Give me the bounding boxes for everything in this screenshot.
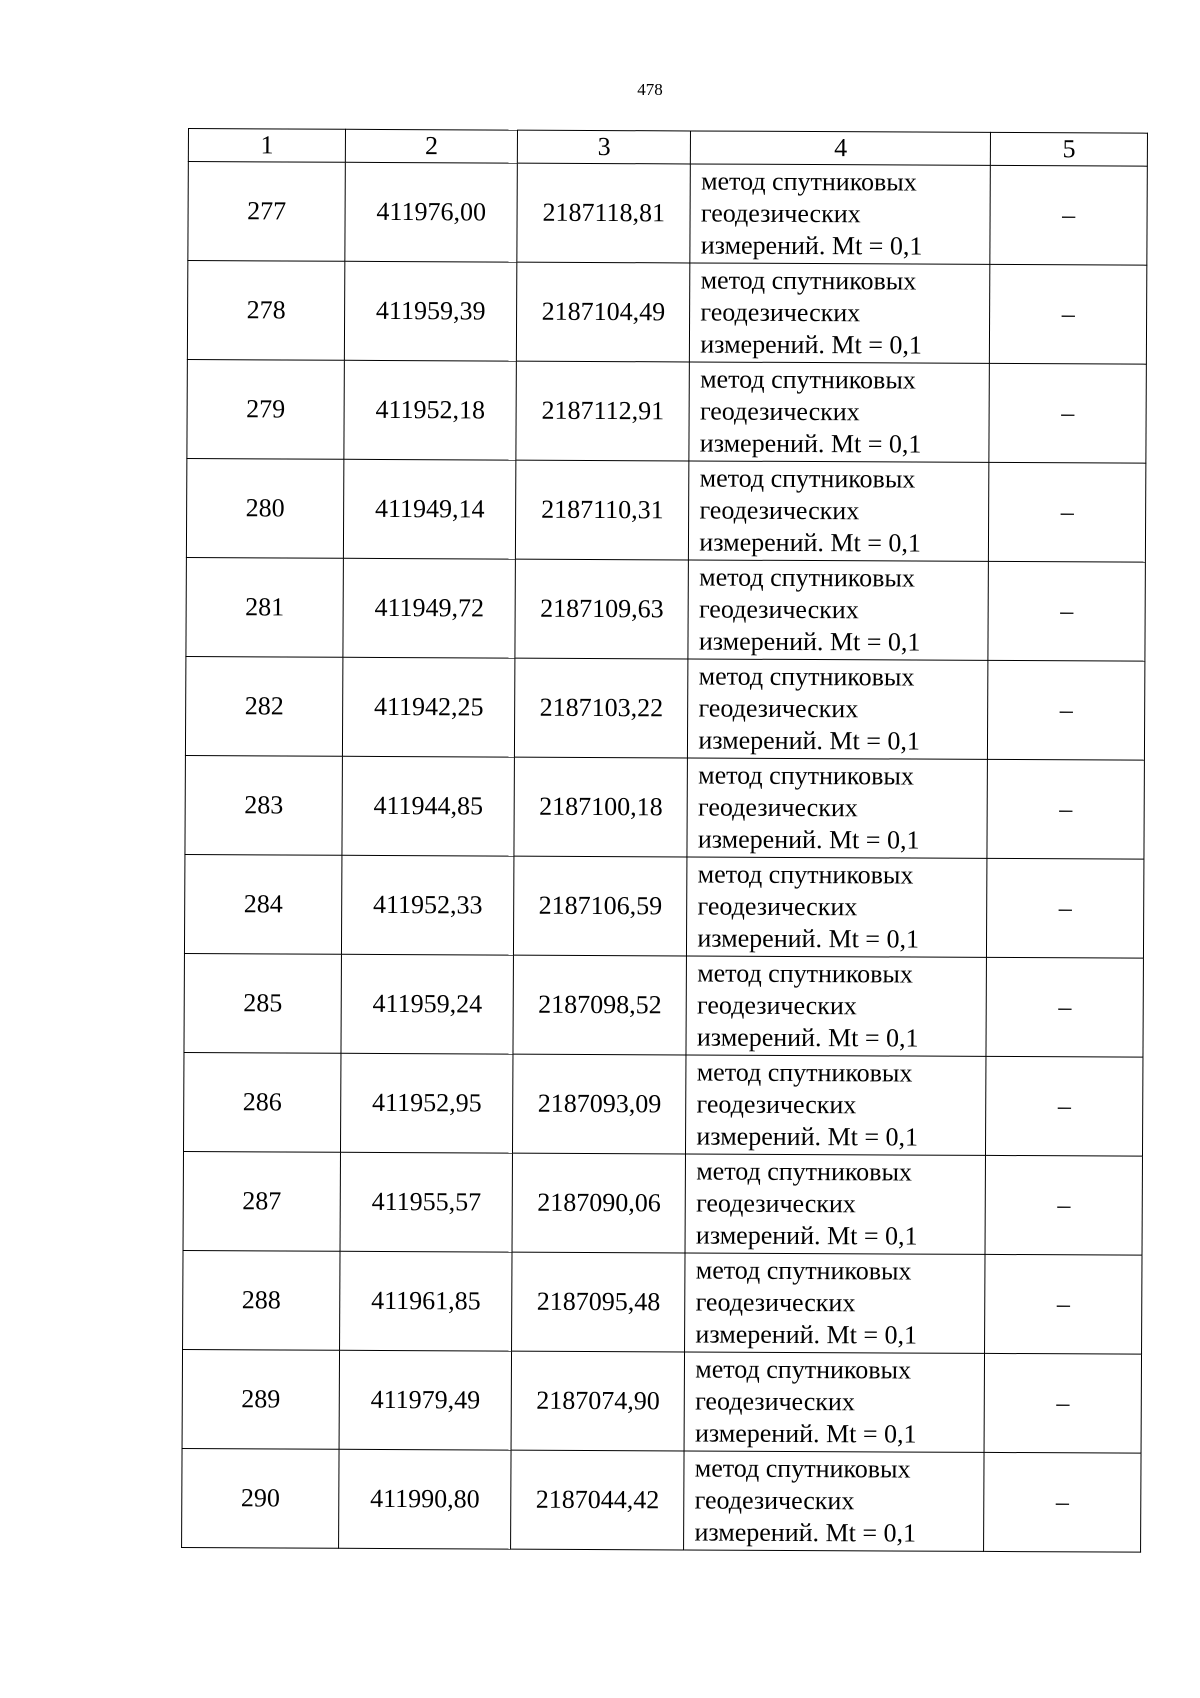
point-number-cell: 288 [183,1250,341,1350]
description-cell: – [985,1155,1142,1255]
y-coordinate-cell: 2187093,09 [513,1054,687,1154]
column-header: 3 [517,130,690,164]
x-coordinate-cell: 411979,49 [339,1350,511,1450]
method-line: геодезических [700,198,861,229]
method-line: метод спутниковых [694,1453,911,1484]
table-row [182,1349,1141,1453]
point-number-cell: 284 [184,854,342,954]
method-line: измерений. Mt = 0,1 [698,626,921,657]
table-body [182,162,1148,1553]
method-line: метод спутниковых [697,859,914,890]
method-line: геодезических [700,297,861,328]
method-line: метод спутниковых [699,463,916,494]
method-line: измерений. Mt = 0,1 [697,824,920,855]
method-cell [690,164,990,264]
description-cell: – [989,363,1146,463]
point-number-cell: 280 [186,458,344,558]
method-line: измерений. Mt = 0,1 [694,1418,917,1449]
method-line: геодезических [697,792,858,823]
y-coordinate-cell: 2187104,49 [517,262,691,362]
column-header: 4 [691,131,991,165]
method-cell [684,1451,984,1551]
method-cell [687,857,987,957]
method-line: измерений. Mt = 0,1 [696,1022,919,1053]
x-coordinate-cell: 411990,80 [339,1449,511,1549]
point-number-cell: 286 [183,1052,341,1152]
table-row [186,458,1145,562]
method-line: геодезических [698,693,859,724]
table-row [184,953,1143,1057]
table-row [185,755,1144,859]
method-line: метод спутниковых [699,562,915,593]
method-cell [689,362,989,462]
table-row [187,261,1146,365]
x-coordinate-cell: 411944,85 [342,756,514,856]
method-line: метод спутниковых [696,1156,913,1187]
method-line: геодезических [694,1485,855,1516]
table-row [188,162,1147,266]
method-line: измерений. Mt = 0,1 [695,1319,918,1350]
method-line: измерений. Mt = 0,1 [696,1121,919,1152]
x-coordinate-cell: 411949,72 [343,558,515,658]
method-line: метод спутниковых [700,265,917,296]
point-number-cell: 287 [183,1151,341,1251]
description-cell: – [988,561,1145,661]
column-header: 1 [188,129,345,163]
method-cell [688,659,988,759]
page-number: 478 [637,80,663,99]
description-cell: – [990,264,1147,364]
table-row [183,1151,1142,1255]
point-number-cell: 289 [182,1349,340,1449]
y-coordinate-cell: 2187095,48 [512,1252,686,1352]
point-number-cell: 282 [185,656,343,756]
y-coordinate-cell: 2187118,81 [517,163,691,263]
point-number-cell: 281 [186,557,344,657]
x-coordinate-cell: 411949,14 [344,459,516,559]
method-line: геодезических [696,1089,857,1120]
column-header: 5 [991,132,1148,166]
table-row [182,1448,1141,1552]
description-cell: – [990,165,1147,265]
point-number-cell: 290 [182,1448,340,1548]
description-cell: – [987,759,1144,859]
x-coordinate-cell: 411961,85 [340,1251,512,1351]
method-line: геодезических [698,594,859,625]
y-coordinate-cell: 2187109,63 [515,559,689,659]
table-row [184,854,1143,958]
x-coordinate-cell: 411952,18 [344,360,516,460]
point-number-cell: 285 [184,953,342,1053]
table-row [187,359,1146,463]
method-line: геодезических [695,1386,855,1417]
x-coordinate-cell: 411976,00 [345,162,517,262]
method-line: геодезических [696,1188,856,1219]
description-cell: – [989,462,1146,562]
method-line: геодезических [697,990,857,1021]
method-line: геодезических [699,396,860,427]
method-line: измерений. Mt = 0,1 [699,527,922,558]
x-coordinate-cell: 411952,95 [341,1053,513,1153]
y-coordinate-cell: 2187112,91 [516,361,690,461]
method-cell [689,461,989,561]
description-cell: – [985,1254,1142,1354]
x-coordinate-cell: 411952,33 [342,855,514,955]
method-line: измерений. Mt = 0,1 [698,725,921,756]
method-line: измерений. Mt = 0,1 [697,923,920,954]
y-coordinate-cell: 2187074,90 [511,1351,685,1451]
method-line: метод спутниковых [697,958,914,989]
method-line: геодезических [697,891,858,922]
y-coordinate-cell: 2187103,22 [515,658,689,758]
method-cell [685,1253,985,1353]
description-cell: – [986,1056,1143,1156]
table-row [186,557,1145,661]
method-line: метод спутниковых [695,1354,912,1385]
y-coordinate-cell: 2187090,06 [512,1153,686,1253]
description-cell: – [986,957,1143,1057]
method-line: измерений. Mt = 0,1 [700,230,923,261]
method-cell [686,1055,986,1155]
description-cell: – [984,1452,1141,1552]
method-line: метод спутниковых [698,661,915,692]
method-cell [688,560,988,660]
y-coordinate-cell: 2187044,42 [511,1450,685,1550]
table-header-row [188,129,1147,167]
method-line: метод спутниковых [701,166,917,197]
x-coordinate-cell: 411955,57 [340,1152,512,1252]
y-coordinate-cell: 2187100,18 [514,757,688,857]
description-cell: – [988,660,1145,760]
table-row [183,1250,1142,1354]
point-number-cell: 278 [187,261,345,361]
x-coordinate-cell: 411959,39 [344,261,516,361]
method-cell [687,758,987,858]
method-line: измерений. Mt = 0,1 [700,329,922,360]
method-line: метод спутниковых [698,760,914,791]
method-cell [684,1352,984,1452]
method-line: метод спутниковых [695,1255,912,1286]
y-coordinate-cell: 2187098,52 [513,955,687,1055]
x-coordinate-cell: 411942,25 [343,657,515,757]
point-number-cell: 279 [187,359,345,459]
method-cell [686,956,986,1056]
method-line: измерений. Mt = 0,1 [695,1220,918,1251]
y-coordinate-cell: 2187110,31 [516,460,690,560]
coordinates-table [181,128,1148,1553]
method-line: измерений. Mt = 0,1 [694,1517,917,1548]
point-number-cell: 277 [188,162,346,262]
method-cell [685,1154,985,1254]
table-row [185,656,1144,760]
description-cell: – [987,858,1144,958]
y-coordinate-cell: 2187106,59 [514,856,688,956]
method-line: метод спутниковых [700,364,916,395]
method-cell [690,263,990,363]
method-line: измерений. Mt = 0,1 [699,428,922,459]
x-coordinate-cell: 411959,24 [341,954,513,1054]
table-row [183,1052,1142,1156]
point-number-cell: 283 [185,755,343,855]
column-header: 2 [345,129,517,163]
method-line: геодезических [699,495,860,526]
description-cell: – [984,1353,1141,1453]
method-line: метод спутниковых [696,1057,913,1088]
method-line: геодезических [695,1287,856,1318]
